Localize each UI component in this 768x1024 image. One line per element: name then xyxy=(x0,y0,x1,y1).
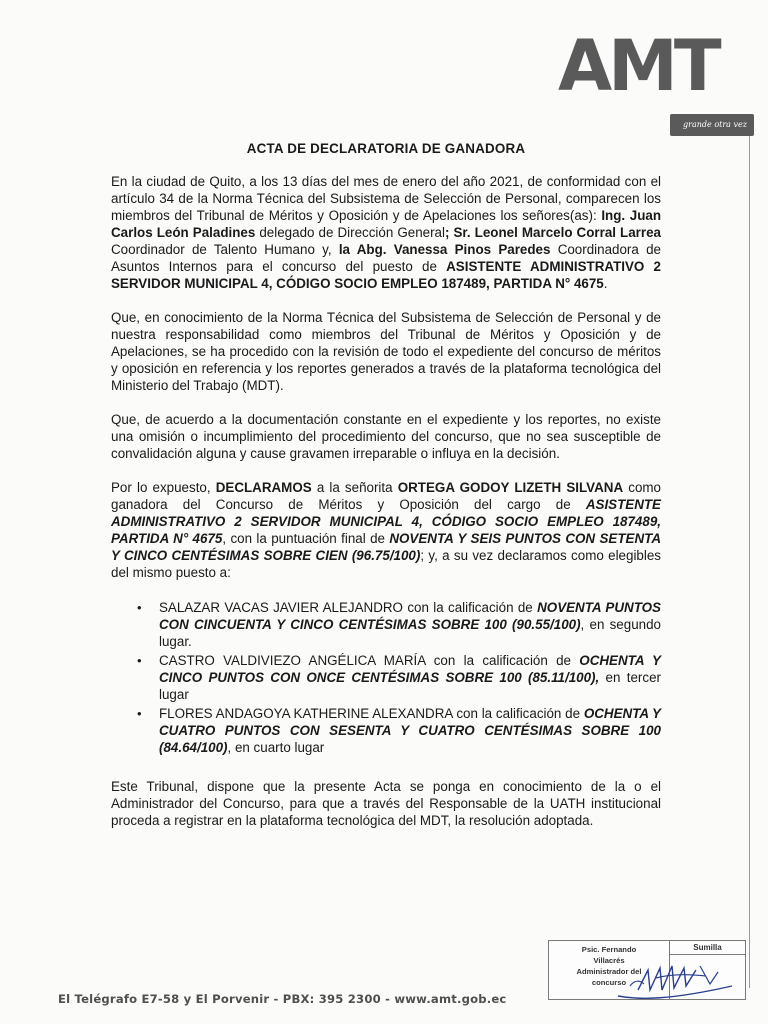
stamp-line: Administrador del xyxy=(576,967,642,976)
candidate-name: FLORES ANDAGOYA KATHERINE ALEXANDRA con la calificación de xyxy=(159,706,584,721)
eligibles-list xyxy=(111,599,661,756)
page-edge xyxy=(749,128,750,988)
document-title: ACTA DE DECLARATORIA DE GANADORA xyxy=(246,141,526,156)
text: como ganadora del Concurso de Méritos y Oposición del cargo de xyxy=(111,480,661,512)
candidate-name: CASTRO VALDIVIEZO ANGÉLICA MARÍA con la calificación de xyxy=(159,653,580,668)
candidate-score: OCHENTA Y CUATRO PUNTOS CON SESENTA Y CUATRO CENTÉSIMAS SOBRE 100 (84.64/100) xyxy=(159,706,661,755)
candidate-place: , en cuarto lugar xyxy=(227,740,325,755)
handwritten-signature xyxy=(610,956,740,1006)
bullet-icon: • xyxy=(137,706,142,721)
text: ; y, a su vez declaramos como elegibles del mismo puesto a: xyxy=(111,548,661,580)
text: Coordinador de Talento Humano y, xyxy=(111,242,339,257)
list-item xyxy=(111,599,661,650)
footer-address: El Telégrafo E7-58 y El Porvenir - PBX: 395 2300 - www.amt.gob.ec xyxy=(58,992,507,1006)
paragraph-intro xyxy=(111,173,661,292)
stamp-line: concurso xyxy=(591,978,627,987)
declaration-verb: DECLARAMOS xyxy=(215,480,312,495)
list-item xyxy=(111,705,661,756)
text: delegado de Dirección General xyxy=(255,225,445,240)
paragraph-declaration xyxy=(111,479,661,581)
text: , con la puntuación final de xyxy=(222,531,390,546)
position-name: ASISTENTE ADMINISTRATIVO 2 SERVIDOR MUNICIPAL 4, CÓDIGO SOCIO EMPLEO 187489, PARTIDA N° 4675 xyxy=(111,259,661,291)
document-body xyxy=(111,140,661,846)
position-name: ASISTENTE ADMINISTRATIVO 2 SERVIDOR MUNICIPAL 4, CÓDIGO SOCIO EMPLEO 187489, PARTIDA N° 4675 xyxy=(111,497,661,546)
text: a la señorita xyxy=(311,480,398,495)
sumilla-label: Sumilla xyxy=(670,941,745,955)
paragraph-compliance: Que, de acuerdo a la documentación constante en el expediente y los reportes, no existe una omisión o incumplimiento del procedimiento del concurso, que no sea susceptible de convalidación alguna y cause gravamen irreparable o influya en la decisión. xyxy=(111,412,661,461)
bullet-icon: • xyxy=(137,600,142,615)
candidate-score: NOVENTA PUNTOS CON CINCUENTA Y CINCO CENTÉSIMAS SOBRE 100 (90.55/100) xyxy=(159,600,661,632)
stamp-line: Villacrés xyxy=(593,956,625,965)
candidate-score: OCHENTA Y CINCO PUNTOS CON ONCE CENTÉSIMAS SOBRE 100 (85.11/100), xyxy=(159,653,661,685)
candidate-name: SALAZAR VACAS JAVIER ALEJANDRO con la calificación de xyxy=(159,600,538,615)
list-item xyxy=(111,652,661,703)
member-name-1: Ing. Juan Carlos León Paladines xyxy=(111,208,662,240)
text: Coordinadora de Asuntos Internos para el concurso del puesto de xyxy=(111,242,661,274)
stamp-line: Psic. Fernando xyxy=(581,945,637,954)
bullet-icon: • xyxy=(137,653,142,668)
winner-name: ORTEGA GODOY LIZETH SILVANA xyxy=(397,480,624,495)
member-name-2: ; Sr. Leonel Marcelo Corral Larrea xyxy=(444,225,661,240)
logo-text: AMT xyxy=(558,25,718,107)
paragraph-review: Que, en conocimiento de la Norma Técnica del Subsistema de Selección de Personal y de nuestra responsabilidad como miembros del Tribunal de Méritos y Oposición y de Apelaciones, se ha procedido con la revisión de todo el expediente del concurso de méritos y oposición en referencia y los reportes generados a través de la plataforma tecnológica del Ministerio del Trabajo (MDT). xyxy=(111,310,661,393)
amt-logo xyxy=(558,25,754,129)
text: En la ciudad de Quito, a los 13 días del mes de enero del año 2021, de conformidad con el artículo 34 de la Norma Técnica del Subsistema de Selección de Personal, comparecen los miembros del Tribunal de Méritos y Oposición y de Apelaciones los señores(as): xyxy=(111,174,661,223)
member-name-3: la Abg. Vanessa Pinos Paredes xyxy=(338,242,551,257)
paragraph-disposition: Este Tribunal, dispone que la presente Acta se ponga en conocimiento de la o el Administrador del Concurso, para que a través del Responsable de la UATH institucional proceda a registrar en la plataforma tecnológica del MDT, la resolución adoptada. xyxy=(111,779,661,828)
text: Por lo expuesto, xyxy=(111,480,216,495)
winner-score: NOVENTA Y SEIS PUNTOS CON SETENTA Y CINCO CENTÉSIMAS SOBRE CIEN (96.75/100) xyxy=(111,531,661,563)
candidate-place: en tercer lugar xyxy=(159,670,661,702)
text: . xyxy=(603,276,608,291)
candidate-place: , en segundo lugar. xyxy=(159,617,661,649)
logo-tagline: grande otra vez xyxy=(683,120,747,129)
